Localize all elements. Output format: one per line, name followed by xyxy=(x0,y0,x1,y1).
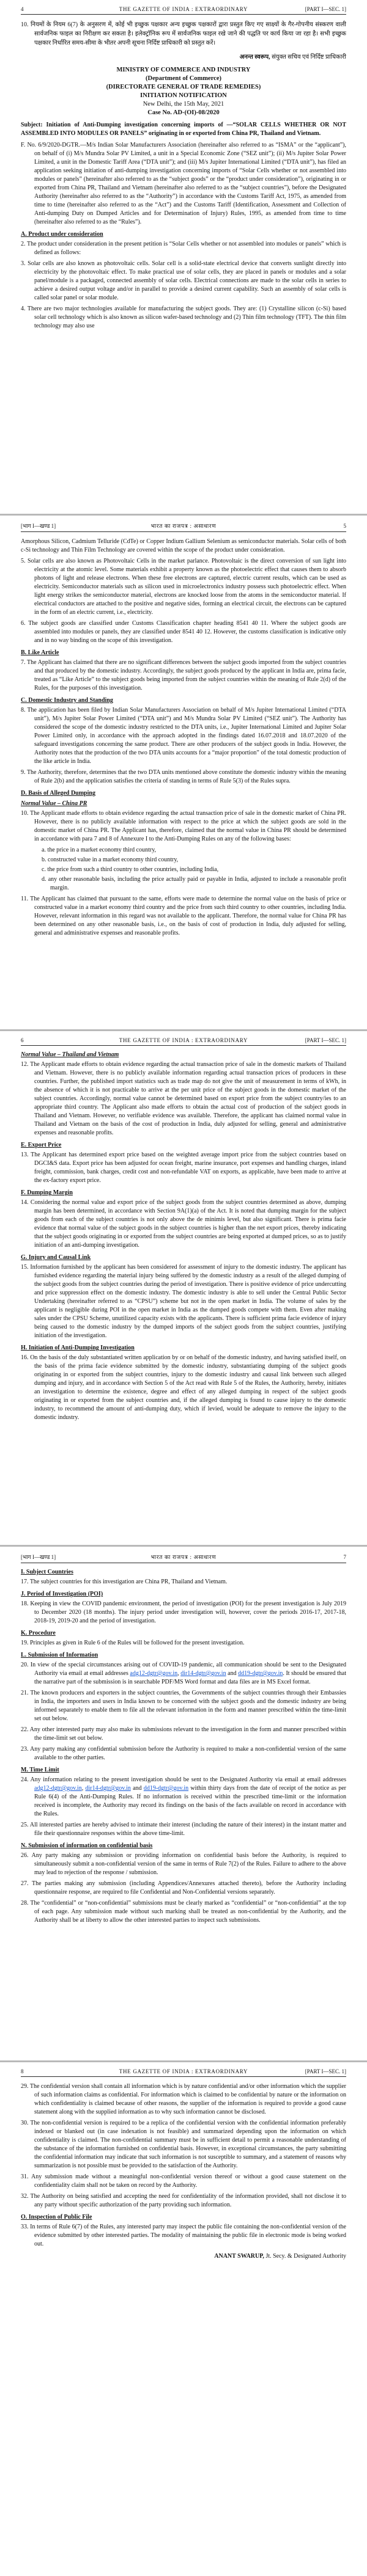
paragraph: 18. Keeping in view the COVID pandemic environment, the period of investigation (POI) for the present investigation is July 2019 to December 2020 (18 months). The injury period under investigation will, however, cover the periods 2016-17, 2017-18, 2018-19, 2019-20 and the period of investigation. xyxy=(21,1600,346,1624)
paragraph: 14. Considering the normal value and export price of the subject goods from the subject countries determined as above, dumping margin has been determined, in accordance with Section 9A(1)(a) of the Act. It is noted that dumping margin for the subject goods from each of the subject countries is not only above the de minimis level, but also significant. There is prima facie evidence that normal value of the subject goods in the subject countries is higher than the net export prices, thereby indicating that the subject goods originating in or exported from the subject countries are being exported at dumped prices, so as to justify initiation of an anti-dumping investigation. xyxy=(21,1199,346,1249)
section-heading: B. Like Article xyxy=(21,649,59,656)
paragraph: 30. The non-confidential version is required to be a replica of the confidential version with the confidential information preferably indexed or blanked out (in case indexation is not feasible) and summarized depending upon the information on which confidentiality is claimed. The non-confidential summary must be in sufficient detail to permit a reasonable understanding of the substance of the information furnished on confidential basis. However, in exceptional circumstances, the party submitting the confidential information may indicate that such information is not susceptible to summary, and a statement of reasons why summarization is not possible must be provided to the satisfaction of the Authority. xyxy=(21,2120,346,2169)
text-segment: and xyxy=(226,1670,239,1677)
page-header-left: 4 xyxy=(21,6,24,12)
paragraph: 15. Information furnished by the applicant has been considered for assessment of injury to the domestic industry. The applicant has furnished evidence regarding the material injury being suffered by the domestic industry as a result of the alleged dumping of the subject goods from the subject countries during the period of investigation. There is positive evidence of price undercutting and price suppression effect on the domestic industry. The domestic industry is able to sell under the Central Public Sector Undertaking (hereinafter referred to as “CPSU”) scheme but not in the open market in India. The volume of sales by the applicant is negligible during POI in the open market in India as the dumped goods compete with them. Even after making sales under the CPSU Scheme, unutilized capacity exists with the applicants. There is sufficient prima facie evidence of injury being caused to the domestic industry by the dumped imports of the subject goods from the subject countries, justifying initiation of the investigation. xyxy=(21,1264,346,1339)
subject-line: Subject: Initiation of Anti-Dumping investigation concerning imports of —“SOLAR CELLS WHETHER OR NOT ASSEMBLED INTO MODULES OR PANELS” originating in or exported from China PR, Thailand and Vietnam. xyxy=(21,122,346,137)
paragraph: 27. The parties making any submission (including Appendices/Annexures attached thereto), before the Authority including questionnaire response, are required to file Confidential and Non-Confidential versions separately. xyxy=(21,1880,346,1896)
section-heading: D. Basis of Alleged Dumping xyxy=(21,790,95,797)
page-header-left: [भाग I—खण्ड 1] xyxy=(21,1554,56,1560)
doc-title-line: (DIRECTORATE GENERAL OF TRADE REMEDIES) xyxy=(106,84,261,90)
page-header-left: 8 xyxy=(21,2068,24,2074)
paragraph: 13. The Applicant has determined export price based on the weighted average import price from the subject countries based on DGCI&S data. Export price has been adjusted for ocean freight, marine insurance, port expenses and handling charges, inland freight, commission, bank charges, credit cost and non-refundable VAT on exports, as applicable, have been made to arrive at the ex-factory export price. xyxy=(21,1151,346,1184)
paragraph: 32. The Authority on being satisfied and accepting the need for confidentiality of the information provided, shall not disclose it to any party without specific authorization of the party providing such information. xyxy=(21,2193,346,2208)
text-segment: 24. Any information relating to the present investigation should be sent to the Designated Authority via email at email addresses xyxy=(21,1776,346,1783)
page-header xyxy=(21,522,346,532)
paragraph: 26. Any party making any submission or providing information on confidential basis before the Authority, is required to simultaneously submit a non-confidential version of the same in terms of Rule 7(2) of the Rules. Failure to adhere to the above may lead to rejection of the response / submission. xyxy=(21,1852,346,1876)
doc-title-line: INITIATION NOTIFICATION xyxy=(140,92,227,99)
text-segment: संयुक्त सचिव एवं निर्दिष्ट प्राधिकारी xyxy=(272,54,346,60)
section-heading: L. Submission of Information xyxy=(21,1652,98,1658)
page-header xyxy=(21,6,346,15)
paragraph: 6. The subject goods are classified under Customs Classification chapter heading 8541 40 11. Where the subject goods are assembled into modules or panels, they are classified under 8541 40 12. However, the customs classification is indicative only and in no way binding on the scope of this investigation. xyxy=(21,620,346,644)
doc-title-line: Case No. AD-(OI)-08/2020 xyxy=(147,109,220,116)
email-link[interactable]: dd19-dgtr@gov.in xyxy=(238,1670,283,1677)
section-heading: N. Submission of information on confidential basis xyxy=(21,1842,153,1849)
section-heading: O. Inspection of Public File xyxy=(21,2214,92,2220)
page-header-left: 6 xyxy=(21,1037,24,1043)
paragraph: 12. The Applicant made efforts to obtain evidence regarding the actual transaction price of sale in the domestic markets of Thailand and Vietnam. However, there is no publicly available information regarding actual transaction prices of producers in these countries. Further, the published import statistics such as trade map do not give the unit of measurement in terms of kWh, in the absence of which it is not practicable to arrive at the per unit price of the subject goods in the domestic market of the subject countries. Accordingly, normal value cannot be determined based on export price from the subject country/ies to an appropriate third country. The Applicant also made efforts to obtain the actual cost of production of the subject goods in Thailand and Vietnam. However, no verifiable evidence was available. Therefore, the applicant has claimed normal value in Thailand and Vietnam on the basis of the cost of production in India, duly adjusted for selling, general and administrative expenses and reasonable profits. xyxy=(21,1061,346,1136)
paragraph: 2. The product under consideration in the present petition is “Solar Cells whether or not assembled into modules or panels” which is defined as follows: xyxy=(21,241,346,256)
page-header-right: 7 xyxy=(343,1554,346,1560)
list-item: c. the price from such a third country to other countries, including India, xyxy=(42,866,219,873)
text-segment: within thirty days from the date of receipt of the notice as per Rule 6(4) of the Anti-Dumping Rules. If no information is received within the prescribed time-limit or the information received is incomplete, the Authority may record its findings on the basis of the facts available on record in accordance with the Rules. xyxy=(34,1785,346,1817)
page-header-center: भारत का राजपत्र : असाधारण xyxy=(150,1554,217,1560)
text-segment: अनन्त स्वरूप, xyxy=(239,54,272,60)
list-item: d. any other reasonable basis, including the price actually paid or payable in India, adjusted to include a reasonable profit margin. xyxy=(42,876,346,891)
paragraph: 25. All interested parties are hereby advised to intimate their interest (including the nature of their interest) in the instant matter and file their questionnaire responses within the above time-limit. xyxy=(21,1822,346,1837)
email-link[interactable]: dir14-dgtr@gov.in xyxy=(85,1785,131,1792)
page-header xyxy=(21,1037,346,1046)
list-item: b. constructed value in a market economy third country, xyxy=(42,856,179,863)
section-heading: E. Export Price xyxy=(21,1142,62,1148)
section-heading: F. Dumping Margin xyxy=(21,1189,73,1196)
doc-title-line: (Department of Commerce) xyxy=(145,75,221,82)
sub-heading: Normal Value – China PR xyxy=(21,800,87,807)
paragraph: 11. The Applicant has claimed that pursuant to the same, efforts were made to determine the normal value on the basis of price or constructed value in a market economy third country and the price from such third country to other countries, including India. However, relevant information in this regard was not available to the applicant. Therefore, the normal value for China PR has been determined on any other reasonable basis, i.e., on the basis of cost of production in India, duly adjusted for selling, general and administrative expenses and reasonable profits. xyxy=(21,896,346,936)
section-heading: H. Initiation of Anti-Dumping Investigation xyxy=(21,1345,135,1351)
text-segment: Jt. Secy. & Designated Authority xyxy=(265,2253,346,2260)
section-heading: M. Time Limit xyxy=(21,1767,59,1773)
section-heading: I. Subject Countries xyxy=(21,1569,73,1575)
paragraph: 21. The known producers and exporters in the subject countries, the Governments of the subject countries through their Embassies in India, the importers and users in India known to be concerned with the subject goods and the domestic industry are being informed separately to enable them to file all the relevant information in the form and manner prescribed within the time-limit set out below. xyxy=(21,1690,346,1722)
paragraph: 19. Principles as given in Rule 6 of the Rules will be followed for the present investigation. xyxy=(21,1640,245,1646)
page-header-right: [PART I—SEC. 1] xyxy=(305,6,346,12)
paragraph: F. No. 6/9/2020-DGTR.—M/s Indian Solar Manufacturers Association (hereinafter also referred to as “ISMA” or the “applicant”), on behalf of (i) M/s Mundra Solar PV Limited, a unit in a Special Economic Zone (“SEZ unit”); (ii) M/s Jupiter Solar Power Limited, a unit in the Domestic Tariff Area (“DTA unit”); and (iii) M/s Jupiter International Limited (“DTA unit”), has filed an application seeking initiation of anti-dumping investigation concerning imports of “Solar Cells whether or not assembled into modules or panels” (hereinafter also referred to as the “subject goods” or the “product under consideration”), originating in or exported from China PR, Thailand and Vietnam (hereinafter also referred to as the “subject countries”), before the Designated Authority (hereinafter also referred to as the “Authority”) in accordance with the Customs Tariff Act, 1975, as amended from time to time (hereinafter also referred to as the “Act”) and the Customs Tariff (Identification, Assessment and Collection of Anti-dumping Duty on Dumped Articles and for Determination of Injury) Rules, 1995, as amended from time to time (hereinafter also referred to as the “Rules”). xyxy=(21,142,346,225)
text-segment: 20. In view of the special circumstances arising out of COVID-19 pandemic, all communication should be sent to the Designated Authority via email at email addresses xyxy=(21,1662,346,1677)
text-segment: and xyxy=(130,1785,144,1792)
signature xyxy=(21,52,346,60)
page-header-center: THE GAZETTE OF INDIA : EXTRAORDINARY xyxy=(119,1037,248,1043)
paragraph: 5. Solar cells are also known as Photovoltaic Cells in the market parlance. Photovoltaic is the direct conversion of sun light into electricity at the atomic level. Some materials exhibit a property known as the photoelectric effect that causes them to absorb photons of light and release electrons. When these free electrons are captured, electric current results, which can be used as electricity. Semiconductor materials such as silicon used in microelectronics industry possess such photoelectric effect. When light energy strikes the semiconductor material, electrons are knocked loose from the atoms in the semiconductor material. If electrical conductors are attached to the positive and negative sides, forming an electrical circuit, the electrons can be captured in the form of an electric current, i.e., electricity. xyxy=(21,558,346,616)
page-header-right: [PART I—SEC. 1] xyxy=(305,2068,346,2074)
email-link[interactable]: adg12-dgtr@gov.in xyxy=(34,1785,82,1792)
section-heading: J. Period of Investigation (POI) xyxy=(21,1591,103,1597)
email-link[interactable]: dd19-dgtr@gov.in xyxy=(143,1785,189,1792)
gazette-page-2 xyxy=(0,516,367,1029)
section-heading: C. Domestic Industry and Standing xyxy=(21,697,113,704)
paragraph: 28. The “confidential” or “non-confidential” submissions must be clearly marked as “confidential” or “non-confidential” at the top of each page. Any submission made without such marking shall be treated as non-confidential by the Authority, and the Authority shall be at liberty to allow the other interested parties to inspect such submissions. xyxy=(21,1900,346,1924)
page-header-center: भारत का राजपत्र : असाधारण xyxy=(150,523,217,529)
gazette-page-5 xyxy=(0,2062,367,2576)
page-header-right: 5 xyxy=(343,523,346,529)
page-header-left: [भाग I—खण्ड 1] xyxy=(21,523,56,529)
email-link[interactable]: adg12-dgtr@gov.in xyxy=(130,1670,178,1677)
paragraph: 31. Any submission made without a meaningful non-confidential version thereof or without a good cause statement on the confidentiality claim shall not be taken on record by the Authority. xyxy=(21,2173,346,2189)
paragraph: 22. Any other interested party may also make its submissions relevant to the investigation in the form and manner prescribed within the time-limit set out below. xyxy=(21,1726,346,1742)
paragraph xyxy=(21,1776,346,1819)
signature xyxy=(21,2253,346,2260)
gazette-page-1 xyxy=(0,0,367,514)
section-heading: K. Procedure xyxy=(21,1630,56,1636)
paragraph: 33. In terms of Rule 6(7) of the Rules, any interested party may inspect the public file containing the non-confidential version of the evidence submitted by other interested parties. The modality of maintaining the public file in electronic mode is being worked out. xyxy=(21,2224,346,2247)
paragraph: 23. Any party making any confidential submission before the Authority is required to make a non-confidential version of the same available to the other parties. xyxy=(21,1746,346,1761)
paragraph: 10. The Applicant made efforts to obtain evidence regarding the actual transaction price of sale in the domestic market of China PR. However, there is no publicly available information with respect to the price at which the subject goods are sold in the domestic market of China PR. The Applicant has, therefore, claimed that the normal value in China PR should be determined in accordance with para 7 and 8 of Annexure I to the Anti-Dumping Rules on any of the following bases: xyxy=(21,810,346,842)
text-segment: ANANT SWARUP, xyxy=(214,2253,266,2260)
section-heading: A. Product under consideration xyxy=(21,231,103,238)
page-header-center: THE GAZETTE OF INDIA : EXTRAORDINARY xyxy=(119,2068,248,2074)
page-header xyxy=(21,2068,346,2077)
doc-title-line: MINISTRY OF COMMERCE AND INDUSTRY xyxy=(116,67,251,73)
paragraph xyxy=(21,1661,346,1687)
page-header xyxy=(21,1553,346,1563)
gazette-page-4 xyxy=(0,1547,367,2060)
paragraph: 29. The confidential version shall contain all information which is by nature confidential and/or other information which the supplier of such information claims as confidential. For information which is claimed to be confidential by nature or the information on which confidentiality is claimed because of other reasons, the supplier of the information is required to provide a good cause statement along with the supplied information as to why such information cannot be disclosed. xyxy=(21,2083,346,2115)
paragraph: 16. On the basis of the duly substantiated written application by or on behalf of the domestic industry, and having satisfied itself, on the basis of the prima facie evidence submitted by the domestic industry, substantiating dumping of the subject goods originating in or exported from the subject countries, injury to the domestic industry and causal link between such alleged dumping and injury, and in accordance with Section 5 of the Act read with Rule 5 of the Rules, the Authority, hereby, initiates an investigation to determine the existence, degree and effect of any alleged dumping in respect of the subject goods originating in or exported from the subject countries and, if the alleged dumping is found to cause injury to the domestic industry, to recommend the amount of anti-dumping duty, which if levied, would be adequate to remove the injury to the domestic industry. xyxy=(21,1354,346,1421)
list-item: a. the price in a market economy third country, xyxy=(42,847,157,853)
paragraph: 4. There are two major technologies available for manufacturing the subject goods. They are: (1) Crystalline silicon (c-Si) based solar cell technology which is also known as silicon wafer-based technology and (2) Thin film technology (TFT). The thin film technology may also use xyxy=(21,305,346,329)
section-heading: G. Injury and Causal Link xyxy=(21,1254,91,1261)
text-segment: , xyxy=(81,1785,86,1792)
doc-date-line: New Delhi, the 15th May, 2021 xyxy=(143,101,224,108)
text-segment: , xyxy=(177,1670,181,1677)
paragraph: 17. The subject countries for this investigation are China PR, Thailand and Vietnam. xyxy=(21,1578,228,1585)
sub-heading: Normal Value – Thailand and Vietnam xyxy=(21,1051,119,1058)
paragraph: 7. The Applicant has claimed that there are no significant differences between the subject goods imported from the subject countries and that produced by the domestic industry. Accordingly, the subject goods produced by the applicant in India are, prima facie, treated as “Like Article” to the subject goods being imported from the subject countries within the meaning of Rule 2(d) of the Rules, for the purposes of this investigation. xyxy=(21,659,346,691)
hindi-paragraph: 10. नियमों के नियम 6(7) के अनुसरण में, कोई भी इच्छुक पक्षकार अन्य इच्छुक पक्षकारों द्वारा प्रस्तुत किए गए साक्ष्यों के गैर-गोपनीय संस्करण वाली सार्वजनिक फाइल का निरीक्षण कर सकता है। इलेक्ट्रॉनिक रूप में सार्वजनिक फाइल रखे जाने की पद्धति पर कार्य किया जा रहा है। सभी इच्छुक पक्षकार निर्धारित समय-सीमा के भीतर अपनी सूचना निर्दिष्ट प्राधिकारी को प्रस्तुत करें। xyxy=(21,21,346,46)
paragraph: Amorphous Silicon, Cadmium Telluride (CdTe) or Copper Indium Gallium Selenium as semiconductor materials. Solar cells of both c-Si technology and Thin Film Technology are covered within the scope of the product under consideration. xyxy=(21,538,346,553)
page-header-right: [PART I—SEC. 1] xyxy=(305,1037,346,1043)
paragraph: 9. The Authority, therefore, determines that the two DTA units mentioned above constitute the domestic industry within the meaning of Rule 2(b) and the application satisfies the criteria of standing in terms of Rule 5(3) of the Rules supra. xyxy=(21,769,346,784)
paragraph: 3. Solar cells are also known as photovoltaic cells. Solar cell is a solid-state electrical device that converts sunlight directly into electricity by the photovoltaic effect. To make practical use of solar cells, they are placed in panels or modules and a solar panel/module is a packaged, connected assembly of solar cells. Electrical connections are made to the solar cells in series to achieve a desired output voltage and/or in parallel to provide a desired current capability. Such an assembly of solar cells is called solar panel or solar module. xyxy=(21,260,346,301)
email-link[interactable]: dir14-dgtr@gov.in xyxy=(180,1670,226,1677)
paragraph: 8. The application has been filed by Indian Solar Manufacturers Association on behalf of M/s Jupiter International Limited (“DTA unit”), M/s Jupiter Solar Power Limited (“DTA unit”) and M/s Mundra Solar PV Limited (“SEZ unit”). The Authority has considered the scope of the domestic industry restricted to the DTA units, i.e., Jupiter International Limited and Jupiter Solar Power Limited only, in accordance with the approach adopted in the findings dated 16.07.2018 and 18.07.2020 of the safeguard investigations concerning the same product. There are other producers of the subject goods in India. However, the Authority notes that the production of the two DTA units accounts for a “major proportion” of the total domestic production of the like article in India. xyxy=(21,707,346,765)
page-header-center: THE GAZETTE OF INDIA : EXTRAORDINARY xyxy=(119,6,248,12)
text-segment: . It should be ensured that the narrative part of the submission is in searchable PDF/MS Word format and data files are in MS Excel format. xyxy=(34,1670,347,1685)
gazette-page-3 xyxy=(0,1031,367,1545)
